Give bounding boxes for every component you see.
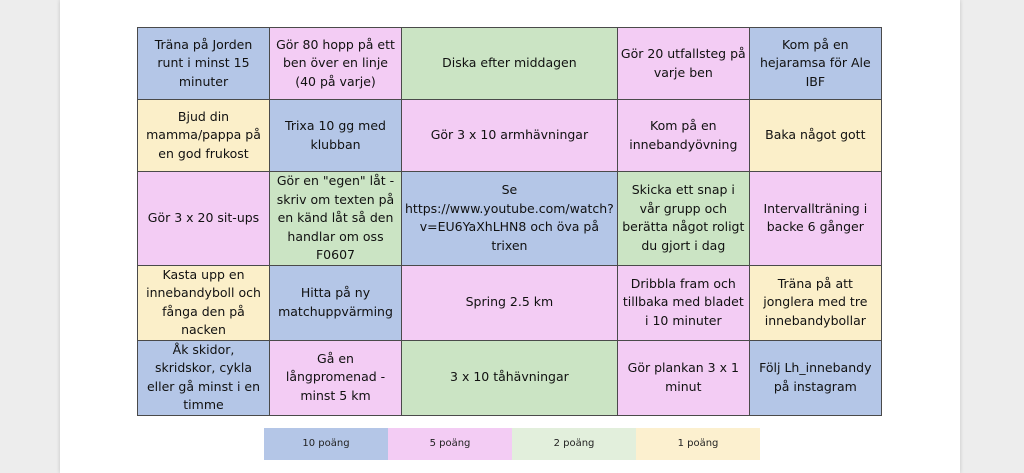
grid-row [138, 100, 882, 172]
grid-row [138, 172, 882, 266]
grid-cell: Kom på en hejaramsa för Ale IBF [749, 28, 881, 100]
grid-cell: Intervallträning i backe 6 gånger [749, 172, 881, 266]
grid-cell: Se https://www.youtube.com/watch?v=EU6YaXhLHN8 och öva på trixen [402, 172, 618, 266]
grid-cell: Skicka ett snap i vår grupp och berätta något roligt du gjort i dag [617, 172, 749, 266]
legend-item-2-points: 2 poäng [512, 428, 636, 460]
grid-cell: Gör 3 x 10 armhävningar [402, 100, 618, 172]
grid-cell: Gör 3 x 20 sit-ups [138, 172, 270, 266]
bingo-grid [137, 27, 882, 416]
grid-cell: Gör 80 hopp på ett ben över en linje (40 på varje) [270, 28, 402, 100]
grid-cell: Träna på att jonglera med tre innebandybollar [749, 265, 881, 340]
grid-row [138, 340, 882, 415]
grid-cell: Trixa 10 gg med klubban [270, 100, 402, 172]
document-page [60, 0, 960, 473]
grid-cell: Träna på Jorden runt i minst 15 minuter [138, 28, 270, 100]
grid-row [138, 265, 882, 340]
grid-cell: Diska efter middagen [402, 28, 618, 100]
grid-cell: Gör 20 utfallsteg på varje ben [617, 28, 749, 100]
legend-item-5-points: 5 poäng [388, 428, 512, 460]
grid-cell: Gör plankan 3 x 1 minut [617, 340, 749, 415]
grid-cell: Följ Lh_innebandy på instagram [749, 340, 881, 415]
grid-cell: Bjud din mamma/pappa på en god frukost [138, 100, 270, 172]
grid-cell: Baka något gott [749, 100, 881, 172]
grid-row [138, 28, 882, 100]
points-legend [264, 428, 760, 460]
legend-item-1-point: 1 poäng [636, 428, 760, 460]
grid-cell: 3 x 10 tåhävningar [402, 340, 618, 415]
grid-cell: Kom på en innebandyövning [617, 100, 749, 172]
grid-cell: Kasta upp en innebandyboll och fånga den på nacken [138, 265, 270, 340]
grid-cell: Hitta på ny matchuppvärming [270, 265, 402, 340]
grid-cell: Spring 2.5 km [402, 265, 618, 340]
grid-cell: Åk skidor, skridskor, cykla eller gå minst i en timme [138, 340, 270, 415]
grid-cell: Gå en långpromenad - minst 5 km [270, 340, 402, 415]
grid-cell: Gör en "egen" låt - skriv om texten på en känd låt så den handlar om oss F0607 [270, 172, 402, 266]
grid-cell: Dribbla fram och tillbaka med bladet i 10 minuter [617, 265, 749, 340]
legend-item-10-points: 10 poäng [264, 428, 388, 460]
